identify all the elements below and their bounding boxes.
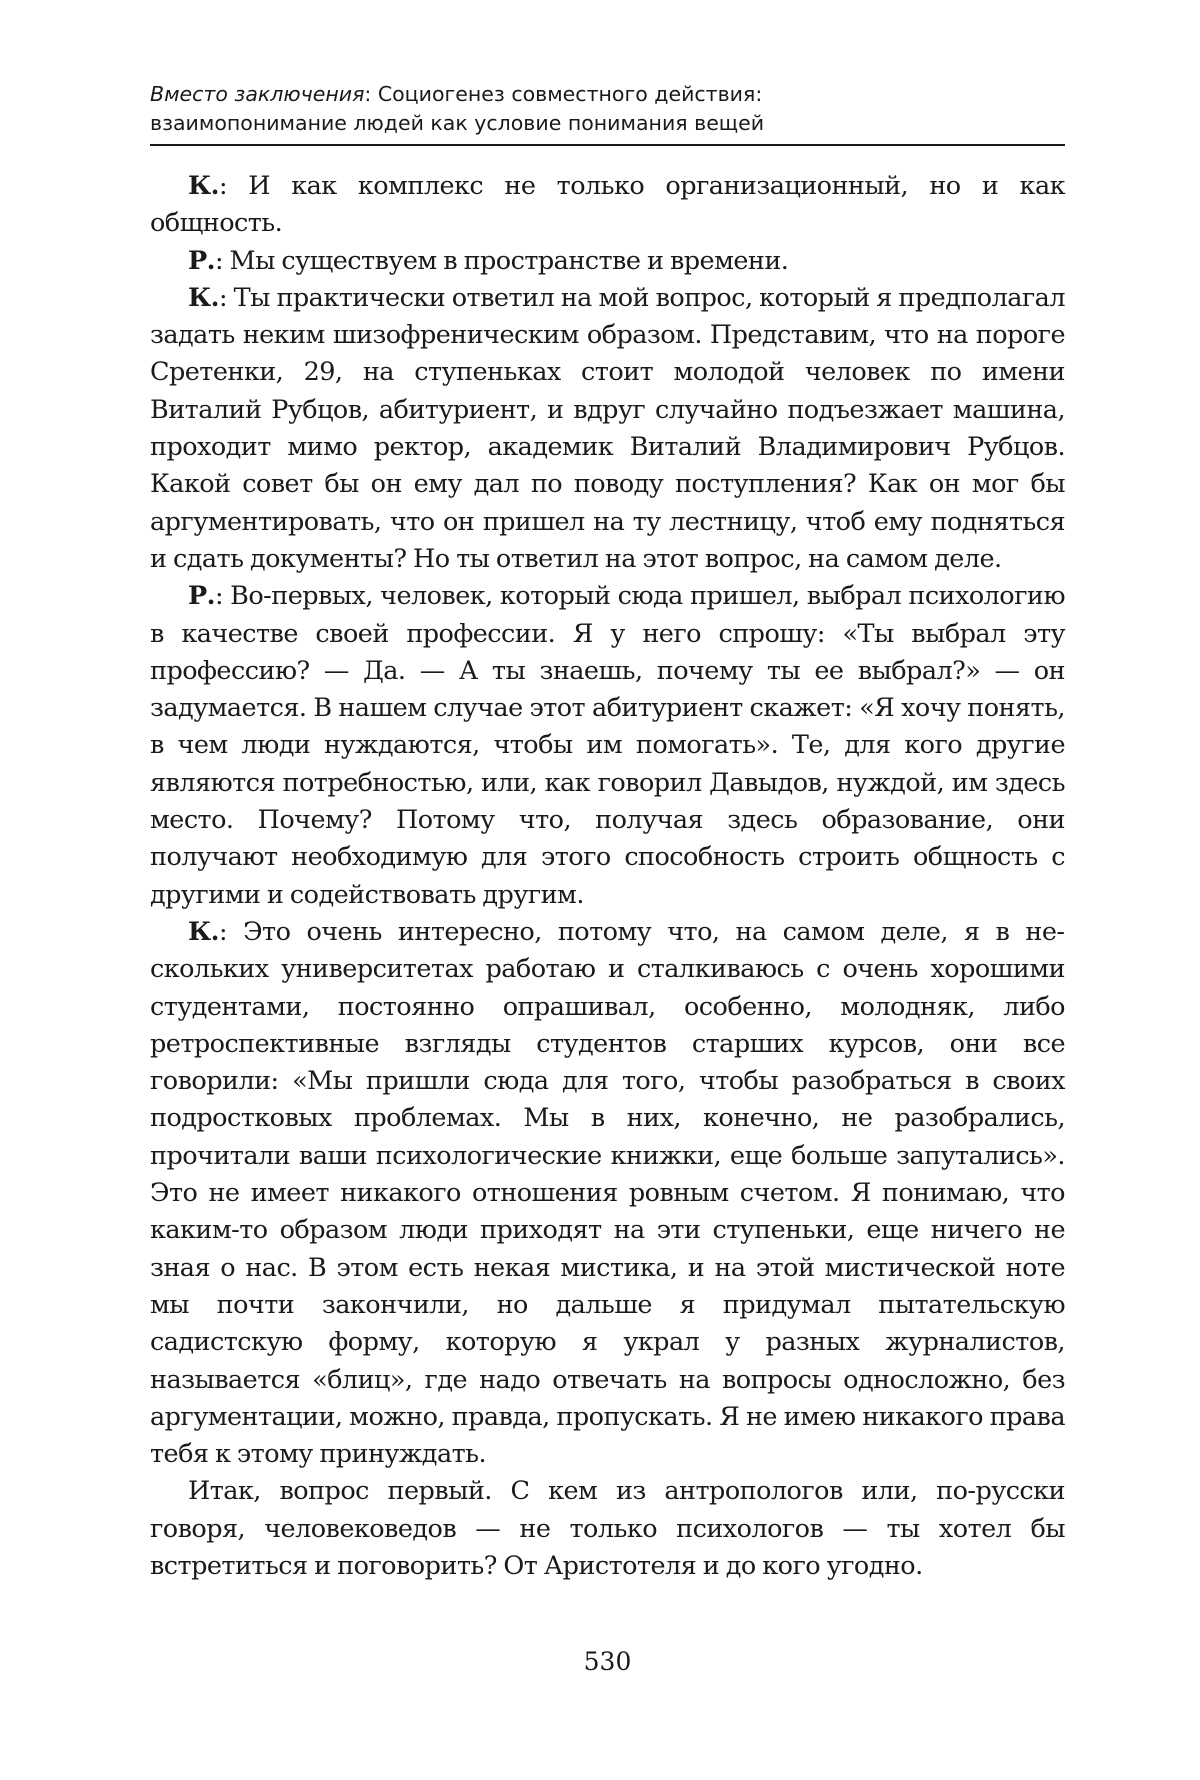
running-head [150, 80, 1065, 146]
paragraph [150, 243, 1065, 280]
book-page [150, 80, 1065, 1740]
paragraph [150, 1473, 1065, 1585]
paragraph [150, 168, 1065, 243]
speaker-label: Р. [188, 245, 215, 276]
speaker-label: К. [188, 171, 219, 201]
speaker-label: Р. [188, 581, 215, 612]
running-head-line-1-rest: : Социогенез совместного действия: [364, 82, 763, 106]
running-head-line-1 [150, 80, 1065, 109]
page-number: 530 [583, 1647, 632, 1676]
paragraph-text: : Мы существуем в пространстве и времени. [214, 245, 789, 276]
running-head-line-2: взаимопонимание людей как условие понимания вещей [150, 111, 765, 135]
paragraph [150, 914, 1065, 1473]
paragraph [150, 578, 1065, 914]
running-head-italic: Вместо заключения [150, 82, 365, 106]
paragraph [150, 280, 1065, 578]
speaker-label: К. [188, 916, 219, 947]
paragraph-text: : Это очень интересно, потому что, на самом деле, я в нескольких университетах работаю и сталкиваюсь с очень хорошими студентами, постоянно опрашивал, особенно, молодняк, либо ретроспективные взгляды студентов старших курсов, они все говорили: «Мы пришли сюда для того, чтобы разобраться в своих подростковых проблемах. Мы в них, конечно, не разобрались, прочитали ваши психологические книжки, еще больше запутались». Это не имеет никакого отношения ровным счетом. Я понимаю, что каким-то образом люди приходят на эти ступеньки, еще ничего не зная о нас. В этом есть некая мистика, и на этой мистической ноте мы почти закончили, но дальше я придумал пытательскую садистскую форму, которую я украл у разных журналистов, называется «блиц», где надо отвечать на вопросы односложно, без аргументации, можно, правда, пропускать. Я не имею никакого права тебя к этому принуждать. [150, 916, 1065, 1470]
paragraph-text: : Во-первых, человек, который сюда пришел, выбрал психологию в качестве своей профессии. Я у него спрошу: «Ты выбрал эту профессию? — Да. — А ты знаешь, почему ты ее выбрал?» — он задумается. В нашем случае этот абитуриент скажет: «Я хочу понять, в чем люди нуждаются, чтобы им помогать». Те, для кого другие являются потребностью, или, как говорил Давыдов, нуждой, им здесь место. Почему? Потому что, получая здесь образование, они получают необходимую для этого способность строить общность с другими и содействовать другим. [150, 581, 1065, 910]
body-text [150, 168, 1065, 1585]
paragraph-text: : Ты практически ответил на мой вопрос, который я предполагал задать неким шизофреническим образом. Представим, что на пороге Сретенки, 29, на ступеньках стоит молодой человек по имени Виталий Рубцов, абитуриент, и вдруг случайно подъезжает машина, проходит мимо ректор, академик Виталий Владимирович Рубцов. Какой совет бы он ему дал по поводу поступления? Как он мог бы аргументировать, что он пришел на ту лестницу, чтоб ему подняться и сдать документы? Но ты ответил на этот вопрос, на самом деле. [150, 282, 1065, 574]
speaker-label: К. [188, 282, 219, 313]
paragraph-text: Итак, вопрос первый. С кем из антропологов или, по-русски говоря, человековедов — не только психологов — ты хотел бы встретиться и поговорить? От Аристотеля и до кого угодно. [150, 1476, 1065, 1581]
paragraph-text: : И как комплекс не только организационный, но и как общность. [150, 171, 1065, 239]
